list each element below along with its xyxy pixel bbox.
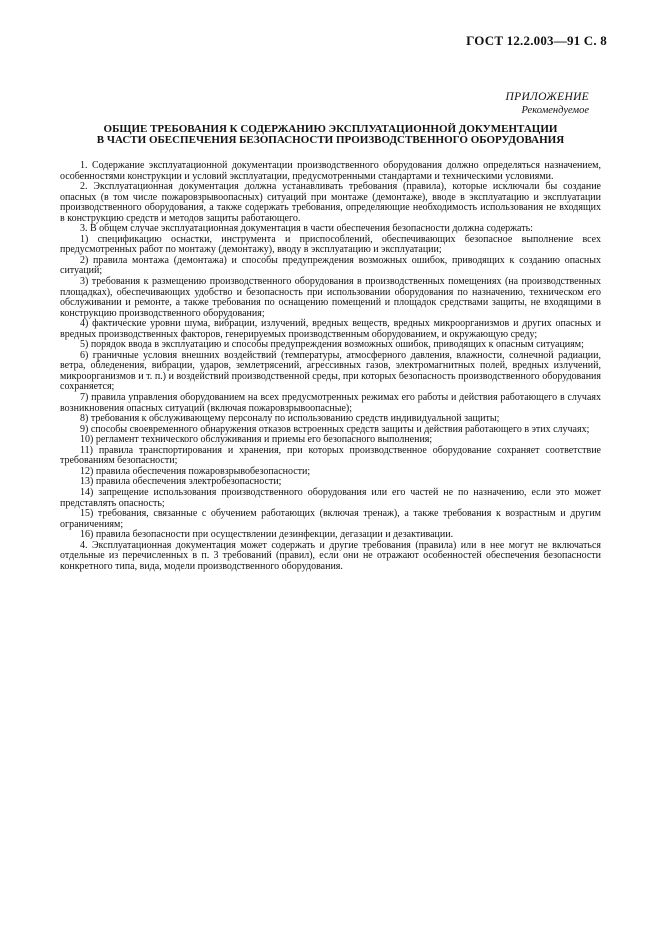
paragraph: 1. Содержание эксплуатационной документации производственного оборудования должно определяться назначением, особенностями конструкции и условий эксплуатации, предусмотренными стандартами и техническими условиями. [60, 160, 601, 182]
paragraph: 2. Эксплуатационная документация должна устанавливать требования (правила), которые исключали бы создание опасных (в том числе пожаровзрывоопасных) ситуаций при монтаже (демонтаже), вводе в эксплуатацию и эксплуатации производственного оборудования, а также содержать требования, определяющие необходимость использования не входящих в конструкцию средств и методов защиты работающего. [60, 181, 601, 224]
list-item: 8) требования к обслуживающему персоналу по использованию средств индивидуальной защиты; [80, 413, 500, 425]
list-item: 5) порядок ввода в эксплуатацию и способы предупреждения возможных ошибок, приводящих к опасным ситуациям; [80, 339, 584, 351]
appendix-status: Рекомендуемое [521, 105, 589, 116]
list-item: 2) правила монтажа (демонтажа) и способы предупреждения возможных ошибок, приводящих к созданию опасных ситуаций; [60, 254, 601, 277]
list-item: 6) граничные условия внешних воздействий (температуры, атмосферного давления, влажности, солнечной радиации, ветра, обледенения, вибрации, ударов, землетрясений, агрессивных газов, электромагнитных полей, вредных излучений, микроорганизмов и т. п.) и воздействий производственной среды, при которых безопасность производственного оборудования сохраняется; [60, 349, 601, 393]
paragraph: 3. В общем случае эксплуатационная документация в части обеспечения безопасности должна содержать: [80, 223, 533, 235]
list-item: 11) правила транспортирования и хранения, при которых производственное оборудование сохраняет соответствие требованиям безопасности; [60, 444, 601, 467]
list-item: 3) требования к размещению производственного оборудования в производственных помещениях (на производственных площадках), обеспечивающих удобство и безопасность при использовании оборудования по назначению, техническом его обслуживании и ремонте, а также требования по оснащению помещений и площадок средствами защиты, не входящими в конструкцию производственного оборудования; [60, 276, 601, 319]
document-body [60, 161, 601, 572]
list-item: 9) способы своевременного обнаружения отказов встроенных средств защиты и действия работающего в этих случаях; [80, 423, 590, 435]
list-item: 1) спецификацию оснастки, инструмента и приспособлений, обеспечивающих безопасное выполнение всех предусмотренных работ по монтажу (демонтажу), вводу в эксплуатацию и эксплуатации; [60, 233, 601, 256]
list-item: 14) запрещение использования производственного оборудования или его частей не по назначению, если это может представлять опасность; [60, 486, 601, 509]
list-item: 7) правила управления оборудованием на всех предусмотренных режимах его работы и действия работающего в случаях возникновения опасных ситуаций (включая пожаровзрывоопасные); [60, 392, 601, 414]
paragraph: 4. Эксплуатационная документация может содержать и другие требования (правила) или в нее могут не включаться отдельные из перечисленных в п. 3 требований (правил), если они не отражают особенностей обеспечения безопасности конкретного типа, вида, модели производственного оборудования. [60, 539, 601, 572]
document-header: ГОСТ 12.2.003—91 С. 8 [466, 33, 607, 48]
list-item: 10) регламент технического обслуживания и приемы его безопасного выполнения; [80, 434, 433, 446]
list-item: 13) правила обеспечения электробезопасности; [80, 476, 282, 488]
list-item: 15) требования, связанные с обучением работающих (включая тренаж), а также требования к возрастным и другим ограничениям; [60, 508, 601, 530]
list-item: 12) правила обеспечения пожаровзрывобезопасности; [80, 465, 311, 477]
list-item: 4) фактические уровни шума, вибрации, излучений, вредных веществ, вредных микроорганизмов и других опасных и вредных производственных факторов, генерируемых производственным оборудованием, и окружающую среду; [60, 318, 601, 340]
title-line-1: ОБЩИЕ ТРЕБОВАНИЯ К СОДЕРЖАНИЮ ЭКСПЛУАТАЦИОННОЙ ДОКУМЕНТАЦИИ [103, 123, 558, 135]
list-item: 16) правила безопасности при осуществлении дезинфекции, дегазации и дезактивации. [80, 529, 454, 541]
appendix-label: ПРИЛОЖЕНИЕ [505, 91, 589, 103]
appendix-label-block [506, 91, 589, 117]
section-title [60, 124, 601, 146]
title-line-2: В ЧАСТИ ОБЕСПЕЧЕНИЯ БЕЗОПАСНОСТИ ПРОИЗВОДСТВЕННОГО ОБОРУДОВАНИЯ [96, 134, 565, 146]
